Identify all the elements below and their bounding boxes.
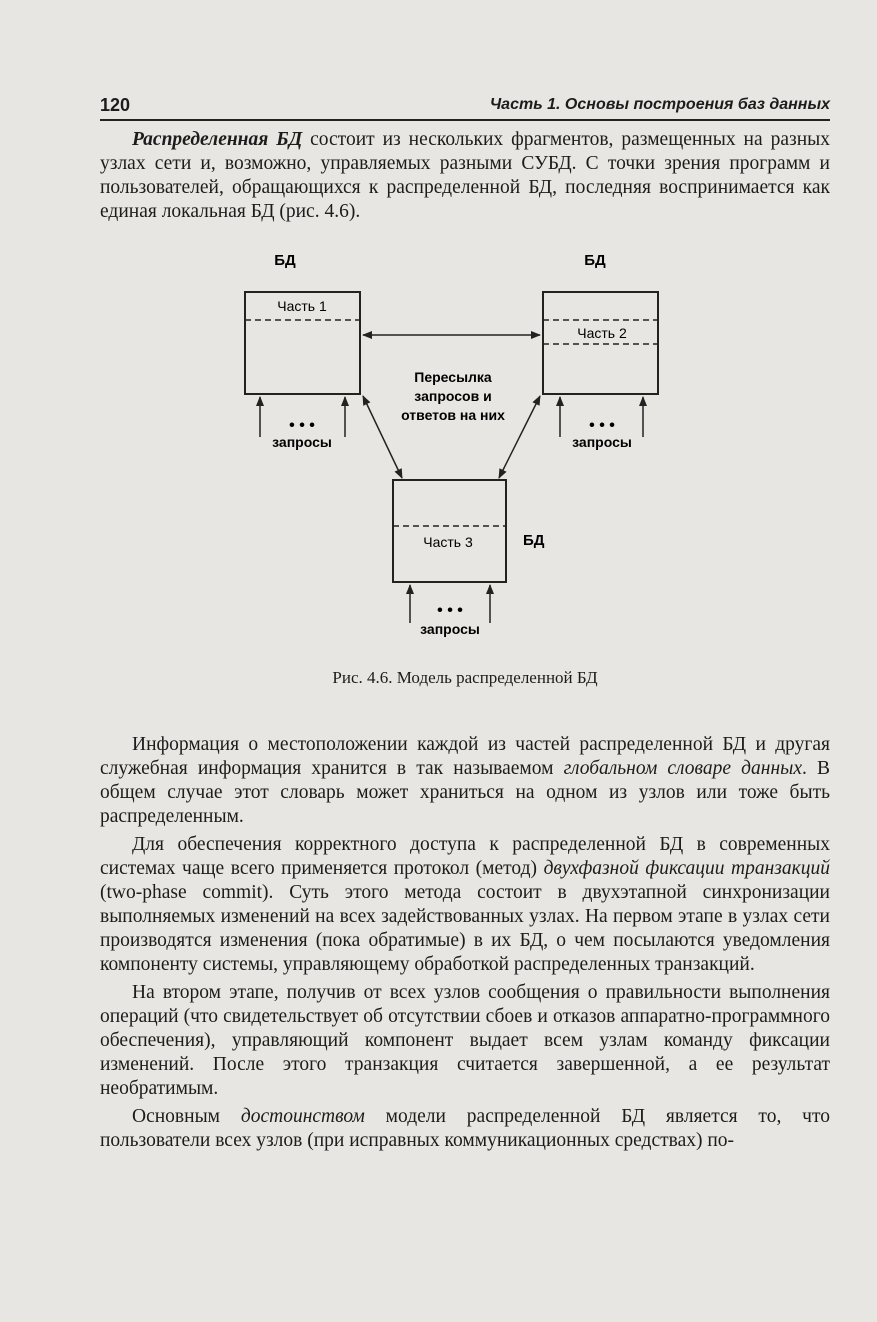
node-3 bbox=[393, 480, 545, 637]
node-1 bbox=[245, 252, 360, 450]
transfer-label-line-1: Пересылка bbox=[414, 369, 492, 385]
paragraph-text: Информация о местоположении каждой из частей распределенной БД и другая служебная информация хранится в так называемом bbox=[100, 734, 830, 779]
dots-3: • • • bbox=[437, 602, 463, 619]
term-distributed-db: Распределенная БД bbox=[132, 129, 303, 150]
transfer-label-line-3: ответов на них bbox=[401, 407, 505, 423]
transfer-label bbox=[401, 369, 505, 423]
body-text bbox=[100, 733, 830, 1153]
paragraph-text: Для обеспечения корректного доступа к распределенной БД в современных системах чаще всего применяется протокол (метод) bbox=[100, 834, 830, 879]
db-label-2: БД bbox=[584, 252, 606, 269]
db-box-3 bbox=[393, 480, 506, 582]
paragraph-advantage bbox=[100, 1105, 830, 1153]
term-two-phase-commit: двухфазной фиксации транзакций bbox=[543, 858, 830, 879]
paragraph-text: . В общем случае этот словарь может храниться на одном из узлов или тоже быть распределенным. bbox=[100, 758, 830, 827]
requests-label-2: запросы bbox=[572, 434, 632, 450]
paragraph-text: модели распределенной БД является то, что пользователи всех узлов (при исправных коммуникационных средствах) по- bbox=[100, 1106, 831, 1151]
paragraph-two-phase-commit bbox=[100, 833, 830, 977]
paragraph-global-dictionary bbox=[100, 733, 830, 829]
page-header bbox=[100, 93, 830, 121]
paragraph-text: состоит из нескольких фрагментов, размещенных на разных узлах сети и, возможно, управляемых разными СУБД. С точки зрения программ и пользователей, обращающихся к распределенной БД, последняя воспринимается как единая локальная БД (рис. 4.6). bbox=[100, 129, 830, 222]
term-global-dictionary: глобальном словаре данных bbox=[563, 758, 802, 779]
db-box-2 bbox=[543, 292, 658, 394]
link-1-3 bbox=[363, 396, 402, 478]
part-label-2: Часть 2 bbox=[577, 325, 627, 341]
paragraph-distributed-db bbox=[100, 128, 830, 224]
page-number: 120 bbox=[100, 95, 131, 115]
part-label-3: Часть 3 bbox=[423, 534, 473, 550]
paragraph-text: Основным bbox=[132, 1106, 241, 1127]
requests-label-3: запросы bbox=[420, 621, 480, 637]
dots-1: • • • bbox=[289, 417, 315, 434]
link-2-3 bbox=[499, 396, 540, 478]
intro-text bbox=[100, 128, 830, 224]
node-2 bbox=[543, 252, 658, 450]
db-label-1: БД bbox=[274, 252, 296, 269]
part-label-1: Часть 1 bbox=[277, 298, 327, 314]
requests-label-1: запросы bbox=[272, 434, 332, 450]
running-title: Часть 1. Основы построения баз данных bbox=[489, 96, 830, 113]
transfer-label-line-2: запросов и bbox=[414, 388, 492, 404]
distributed-db-diagram bbox=[240, 245, 670, 645]
figure-caption: Рис. 4.6. Модель распределенной БД bbox=[332, 668, 598, 687]
db-label-3: БД bbox=[523, 532, 545, 549]
paragraph-text: (two-phase commit). Суть этого метода состоит в двухэтапной синхронизации выполняемых изменений на всех задействованных узлах. На первом этапе в узлах сети производятся изменения (пока обратимые) в их БД, о чем посылаются уведомления компоненту системы, управляющему обработкой распределенных транзакций. bbox=[100, 882, 830, 975]
dots-2: • • • bbox=[589, 417, 615, 434]
paragraph-second-phase: На втором этапе, получив от всех узлов сообщения о правильности выполнения операций (что свидетельствует об отсутствии сбоев и отказов аппаратно-программного обеспечения), управляющий компонент выдает всем узлам команду фиксации изменений. После этого транзакция считается завершенной, а ее результат необратимым. bbox=[100, 982, 830, 1099]
term-advantage: достоинством bbox=[240, 1106, 365, 1127]
